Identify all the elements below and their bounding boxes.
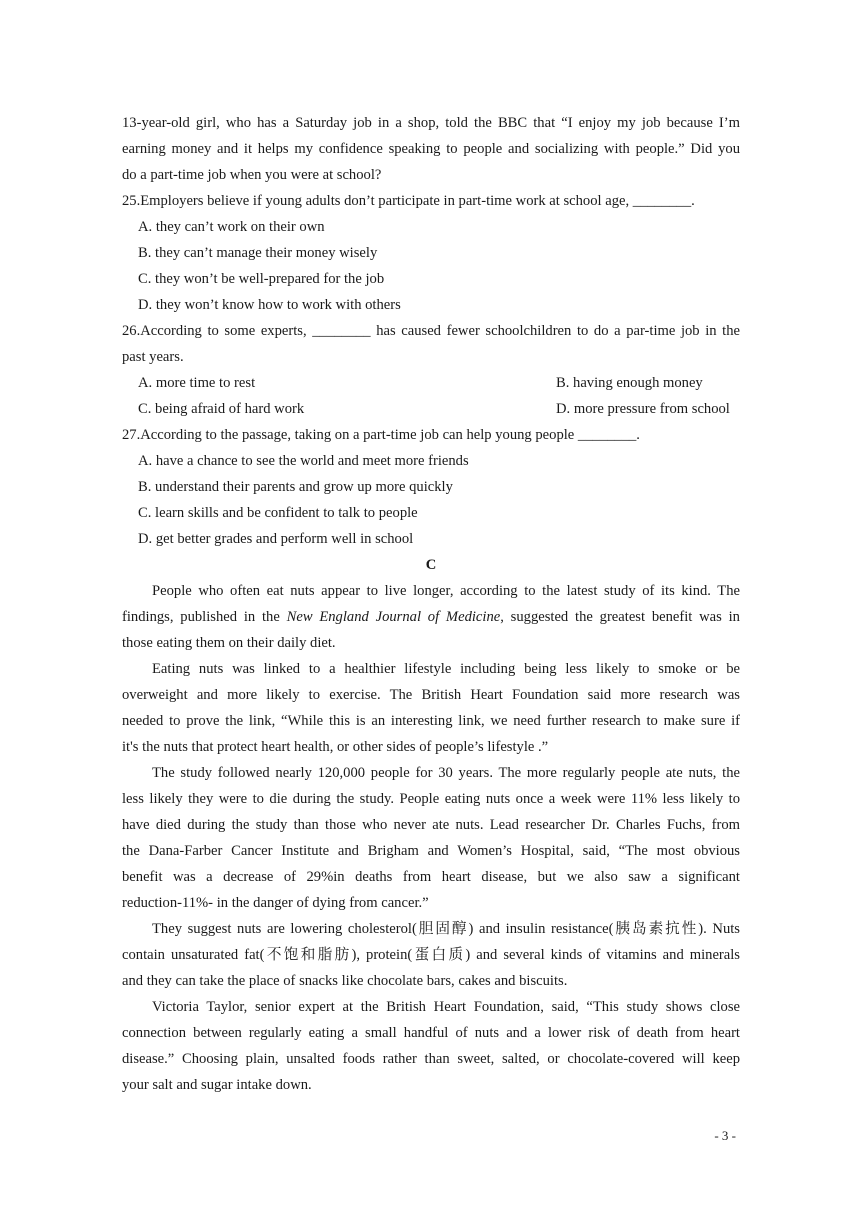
q25-option-d: D. they won’t know how to work with others <box>138 297 401 313</box>
q26-options-row <box>122 396 740 422</box>
intro-line: do a part-time job when you were at school? <box>122 167 382 183</box>
paragraph-line: less likely they were to die during the study. People eating nuts once a week were 11% less likely to <box>122 791 740 807</box>
q27-option-d: D. get better grades and perform well in school <box>138 531 414 547</box>
paragraph-line: have died during the study than those who never ate nuts. Lead researcher Dr. Charles Fuchs, from <box>122 817 740 833</box>
paragraph-line: benefit was a decrease of 29%in deaths from heart disease, but we also saw a significant <box>122 869 740 885</box>
text-span: findings, published in the <box>122 609 280 625</box>
q27-option-a: A. have a chance to see the world and meet more friends <box>138 453 469 469</box>
paragraph-line: connection between regularly eating a small handful of nuts and a lower risk of death from heart <box>122 1025 740 1041</box>
question-26-stem-cont: past years. <box>122 349 184 365</box>
q26-option-a: A. more time to rest <box>138 375 256 391</box>
paragraph-line: your salt and sugar intake down. <box>122 1077 312 1093</box>
intro-line: earning money and it helps my confidence speaking to people and socializing with people.” Did you <box>122 141 740 157</box>
paragraph-line: those eating them on their daily diet. <box>122 635 336 651</box>
q26-option-c: C. being afraid of hard work <box>138 401 305 417</box>
paragraph-line: overweight and more likely to exercise. The British Heart Foundation said more research was <box>122 687 740 703</box>
paragraph-line: needed to prove the link, “While this is an interesting link, we need further research to make sure if <box>122 713 740 729</box>
q25-option-c: C. they won’t be well-prepared for the job <box>138 271 385 287</box>
question-26-stem: 26.According to some experts, ________ has caused fewer schoolchildren to do a par-time job in the <box>122 323 740 339</box>
section-heading: C <box>425 557 437 573</box>
q25-option-a: A. they can’t work on their own <box>138 219 325 235</box>
paragraph-line: Eating nuts was linked to a healthier lifestyle including being less likely to smoke or be <box>152 661 740 677</box>
text-span: , suggested the greatest benefit was in <box>500 609 740 625</box>
paragraph-line <box>122 604 740 630</box>
paragraph-line: They suggest nuts are lowering cholesterol(胆固醇) and insulin resistance(胰岛素抗性). Nuts <box>152 921 740 937</box>
paragraph-line: contain unsaturated fat(不饱和脂肪), protein(蛋白质) and several kinds of vitamins and minerals <box>122 947 740 963</box>
q27-option-b: B. understand their parents and grow up more quickly <box>138 479 453 495</box>
paragraph-line: The study followed nearly 120,000 people for 30 years. The more regularly people ate nuts, the <box>152 765 740 781</box>
page-content <box>122 110 740 1098</box>
paragraph-line: it's the nuts that protect heart health, or other sides of people’s lifestyle .” <box>122 739 549 755</box>
q26-option-d: D. more pressure from school <box>556 401 730 417</box>
paragraph-line: People who often eat nuts appear to live longer, according to the latest study of its kind. The <box>152 583 740 599</box>
paragraph-line: Victoria Taylor, senior expert at the British Heart Foundation, said, “This study shows close <box>152 999 740 1015</box>
journal-title: New England Journal of Medicine <box>286 609 501 625</box>
question-25-stem: 25.Employers believe if young adults don’t participate in part-time work at school age, ________. <box>122 193 695 209</box>
paragraph-line: disease.” Choosing plain, unsalted foods rather than sweet, salted, or chocolate-covered will keep <box>122 1051 740 1067</box>
paragraph-line: and they can take the place of snacks like chocolate bars, cakes and biscuits. <box>122 973 568 989</box>
q27-option-c: C. learn skills and be confident to talk to people <box>138 505 418 521</box>
q26-options-row <box>122 370 740 396</box>
page-number: - 3 - <box>714 1128 736 1143</box>
q26-option-b: B. having enough money <box>556 375 703 391</box>
paragraph-line: reduction-11%- in the danger of dying from cancer.” <box>122 895 429 911</box>
intro-line: 13-year-old girl, who has a Saturday job in a shop, told the BBC that “I enjoy my job because I’m <box>122 115 740 131</box>
question-27-stem: 27.According to the passage, taking on a part-time job can help young people ________. <box>122 427 640 443</box>
q25-option-b: B. they can’t manage their money wisely <box>138 245 378 261</box>
paragraph-line: the Dana-Farber Cancer Institute and Brigham and Women’s Hospital, said, “The most obvious <box>122 843 740 859</box>
